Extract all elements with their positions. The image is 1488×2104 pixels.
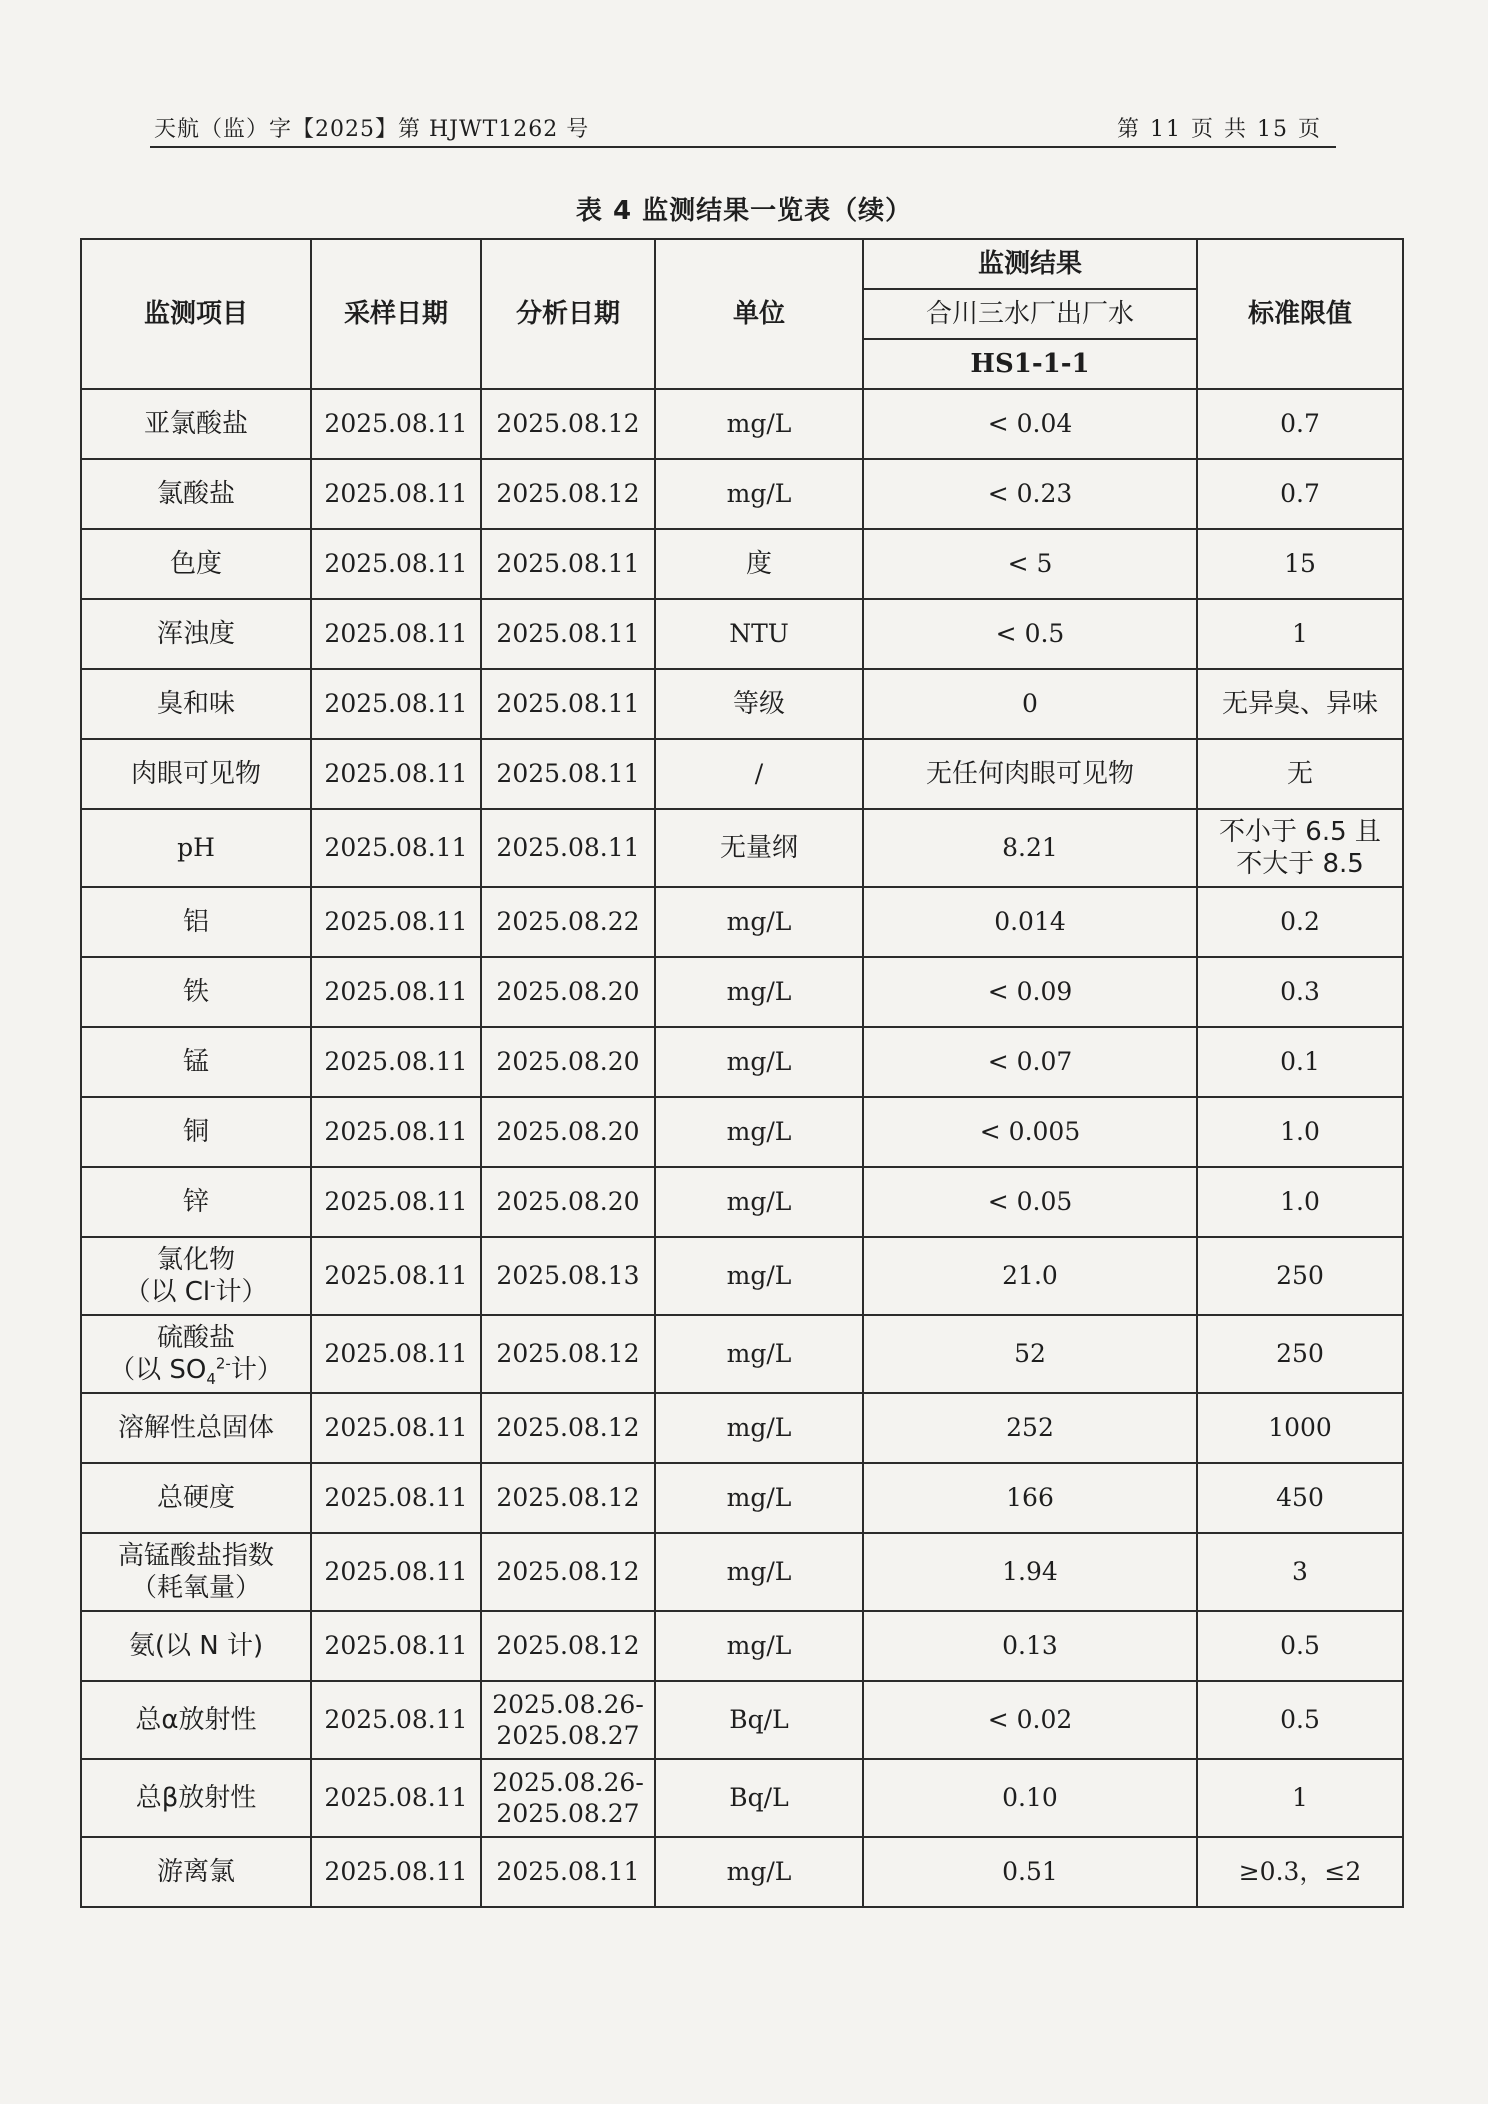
cell-unit: mg/L [655,1315,863,1393]
cell-sample-date: 2025.08.11 [311,529,481,599]
cell-unit: Bq/L [655,1681,863,1759]
table-row [81,1611,1403,1681]
cell-limit: 0.1 [1197,1027,1403,1097]
cell-item: pH [81,809,311,887]
cell-unit: Bq/L [655,1759,863,1837]
cell-sample-date: 2025.08.11 [311,1167,481,1237]
cell-sample-date: 2025.08.11 [311,957,481,1027]
cell-limit: 1 [1197,599,1403,669]
cell-sample-date: 2025.08.11 [311,669,481,739]
item-line-2-post: 计） [230,1355,283,1385]
cell-unit: mg/L [655,1027,863,1097]
cell-result: 52 [863,1315,1197,1393]
cell-analysis-date: 2025.08.12 [481,1533,655,1611]
cell-unit: mg/L [655,1533,863,1611]
cell-item: 总β放射性 [81,1759,311,1837]
cell-item: 溶解性总固体 [81,1393,311,1463]
cell-limit: 15 [1197,529,1403,599]
cell-item: 浑浊度 [81,599,311,669]
cell-item: 铁 [81,957,311,1027]
cell-item [81,1315,311,1393]
cell-result: < 0.005 [863,1097,1197,1167]
cell-item: 亚氯酸盐 [81,389,311,459]
cell-unit: mg/L [655,459,863,529]
cell-result: 252 [863,1393,1197,1463]
item-line-2-post: 计） [215,1277,268,1307]
header-result-group: 监测结果 [863,239,1197,289]
cell-item: 游离氯 [81,1837,311,1907]
cell-limit: ≥0.3，≤2 [1197,1837,1403,1907]
cell-sample-date: 2025.08.11 [311,459,481,529]
cell-limit: 0.5 [1197,1611,1403,1681]
header-limit: 标准限值 [1197,239,1403,389]
cell-unit: mg/L [655,1393,863,1463]
cell-unit: 无量纲 [655,809,863,887]
table-row [81,1097,1403,1167]
cell-unit: mg/L [655,1837,863,1907]
cell-sample-date: 2025.08.11 [311,809,481,887]
analysis-date-line-1: 2025.08.26- [492,1767,644,1797]
cell-analysis-date: 2025.08.13 [481,1237,655,1315]
cell-limit: 0.2 [1197,887,1403,957]
cell-result: 0.13 [863,1611,1197,1681]
table-row [81,1681,1403,1759]
header-sample-id: HS1-1-1 [863,339,1197,389]
cell-sample-date: 2025.08.11 [311,1759,481,1837]
table-row [81,1027,1403,1097]
cell-result: 0.10 [863,1759,1197,1837]
cell-analysis-date: 2025.08.12 [481,389,655,459]
cell-sample-date: 2025.08.11 [311,1315,481,1393]
analysis-date-line-1: 2025.08.26- [492,1689,644,1719]
cell-limit: 0.3 [1197,957,1403,1027]
table-row [81,1237,1403,1315]
page-header [150,104,1336,148]
item-line-2-sup: 2- [215,1354,231,1373]
cell-unit: 等级 [655,669,863,739]
table-row [81,957,1403,1027]
cell-item: 铝 [81,887,311,957]
cell-item: 氨(以 N 计) [81,1611,311,1681]
header-item: 监测项目 [81,239,311,389]
cell-limit: 250 [1197,1237,1403,1315]
cell-unit: NTU [655,599,863,669]
item-line-2 [109,1354,283,1389]
cell-result: 21.0 [863,1237,1197,1315]
limit-line-1: 不小于 6.5 且 [1219,816,1381,847]
cell-limit: 450 [1197,1463,1403,1533]
cell-analysis-date: 2025.08.12 [481,1463,655,1533]
item-line-2 [124,1277,267,1307]
table-row [81,1837,1403,1907]
table-row [81,1759,1403,1837]
cell-analysis-date: 2025.08.20 [481,1027,655,1097]
cell-unit: 度 [655,529,863,599]
cell-result: < 0.09 [863,957,1197,1027]
cell-analysis-date: 2025.08.20 [481,1097,655,1167]
analysis-date-line-2: 2025.08.27 [496,1799,640,1828]
table-row [81,599,1403,669]
page-number: 第 11 页 共 15 页 [1117,117,1322,142]
header-unit: 单位 [655,239,863,389]
cell-result: 0 [863,669,1197,739]
cell-sample-date: 2025.08.11 [311,1681,481,1759]
cell-limit: 0.7 [1197,459,1403,529]
item-line-2-pre: （以 SO [109,1355,207,1385]
cell-unit: / [655,739,863,809]
cell-analysis-date: 2025.08.12 [481,459,655,529]
table-row [81,887,1403,957]
item-line-1: 氯化物 [156,1244,235,1275]
cell-item: 锌 [81,1167,311,1237]
cell-result: 1.94 [863,1533,1197,1611]
cell-sample-date: 2025.08.11 [311,1393,481,1463]
cell-item: 肉眼可见物 [81,739,311,809]
cell-limit: 1 [1197,1759,1403,1837]
cell-sample-date: 2025.08.11 [311,1237,481,1315]
cell-analysis-date: 2025.08.20 [481,957,655,1027]
cell-unit: mg/L [655,1237,863,1315]
cell-unit: mg/L [655,887,863,957]
item-line-2-sup: - [210,1276,216,1295]
cell-analysis-date: 2025.08.12 [481,1611,655,1681]
cell-item: 锰 [81,1027,311,1097]
cell-sample-date: 2025.08.11 [311,1611,481,1681]
cell-limit: 250 [1197,1315,1403,1393]
cell-item [81,1237,311,1315]
table-row [81,669,1403,739]
table-caption: 表 4 监测结果一览表（续） [575,196,913,226]
cell-sample-date: 2025.08.11 [311,389,481,459]
item-line-1: 高锰酸盐指数 [117,1540,274,1571]
cell-limit: 0.7 [1197,389,1403,459]
cell-sample-date: 2025.08.11 [311,1533,481,1611]
cell-sample-date: 2025.08.11 [311,739,481,809]
cell-limit: 1000 [1197,1393,1403,1463]
cell-item: 臭和味 [81,669,311,739]
cell-result: < 5 [863,529,1197,599]
header-analysis-date: 分析日期 [481,239,655,389]
cell-unit: mg/L [655,389,863,459]
cell-unit: mg/L [655,1611,863,1681]
cell-analysis-date: 2025.08.11 [481,739,655,809]
cell-sample-date: 2025.08.11 [311,1027,481,1097]
table-row [81,1167,1403,1237]
cell-limit: 无异臭、异味 [1197,669,1403,739]
cell-sample-date: 2025.08.11 [311,887,481,957]
monitoring-results-table [80,238,1404,1908]
cell-result: 8.21 [863,809,1197,887]
cell-limit [1197,809,1403,887]
table-row [81,809,1403,887]
cell-limit: 无 [1197,739,1403,809]
cell-analysis-date: 2025.08.11 [481,529,655,599]
cell-result: < 0.04 [863,389,1197,459]
item-line-1: 硫酸盐 [156,1322,235,1353]
cell-limit: 3 [1197,1533,1403,1611]
cell-item [81,1533,311,1611]
cell-item: 色度 [81,529,311,599]
table-row [81,389,1403,459]
cell-analysis-date: 2025.08.22 [481,887,655,957]
cell-analysis-date: 2025.08.12 [481,1315,655,1393]
analysis-date-line-2: 2025.08.27 [496,1721,640,1750]
cell-analysis-date: 2025.08.11 [481,669,655,739]
cell-result: < 0.23 [863,459,1197,529]
cell-result: 无任何肉眼可见物 [863,739,1197,809]
cell-unit: mg/L [655,957,863,1027]
cell-item: 氯酸盐 [81,459,311,529]
cell-item: 总α放射性 [81,1681,311,1759]
cell-sample-date: 2025.08.11 [311,599,481,669]
cell-unit: mg/L [655,1097,863,1167]
cell-unit: mg/L [655,1463,863,1533]
cell-analysis-date [481,1759,655,1837]
cell-result: 0.51 [863,1837,1197,1907]
cell-analysis-date: 2025.08.12 [481,1393,655,1463]
header-site: 合川三水厂出厂水 [863,289,1197,339]
table-row [81,1533,1403,1611]
cell-analysis-date: 2025.08.20 [481,1167,655,1237]
cell-sample-date: 2025.08.11 [311,1837,481,1907]
cell-analysis-date: 2025.08.11 [481,599,655,669]
cell-result: 0.014 [863,887,1197,957]
item-line-2-pre: （以 Cl [124,1277,211,1307]
cell-analysis-date [481,1681,655,1759]
report-number: 天航（监）字【2025】第 HJWT1262 号 [154,117,590,142]
table-row [81,1315,1403,1393]
cell-analysis-date: 2025.08.11 [481,809,655,887]
item-line-2-sub: 4 [206,1370,216,1389]
cell-result: < 0.5 [863,599,1197,669]
cell-item: 铜 [81,1097,311,1167]
cell-sample-date: 2025.08.11 [311,1097,481,1167]
table-row [81,529,1403,599]
table-row [81,739,1403,809]
item-line-2: （耗氧量） [130,1573,261,1603]
cell-limit: 1.0 [1197,1097,1403,1167]
table-row [81,1463,1403,1533]
cell-item: 总硬度 [81,1463,311,1533]
cell-result: 166 [863,1463,1197,1533]
cell-limit: 1.0 [1197,1167,1403,1237]
limit-line-2: 不大于 8.5 [1236,849,1364,879]
cell-sample-date: 2025.08.11 [311,1463,481,1533]
cell-result: < 0.05 [863,1167,1197,1237]
header-sample-date: 采样日期 [311,239,481,389]
cell-analysis-date: 2025.08.11 [481,1837,655,1907]
cell-unit: mg/L [655,1167,863,1237]
cell-result: < 0.02 [863,1681,1197,1759]
cell-limit: 0.5 [1197,1681,1403,1759]
table-row [81,459,1403,529]
table-row [81,1393,1403,1463]
cell-result: < 0.07 [863,1027,1197,1097]
